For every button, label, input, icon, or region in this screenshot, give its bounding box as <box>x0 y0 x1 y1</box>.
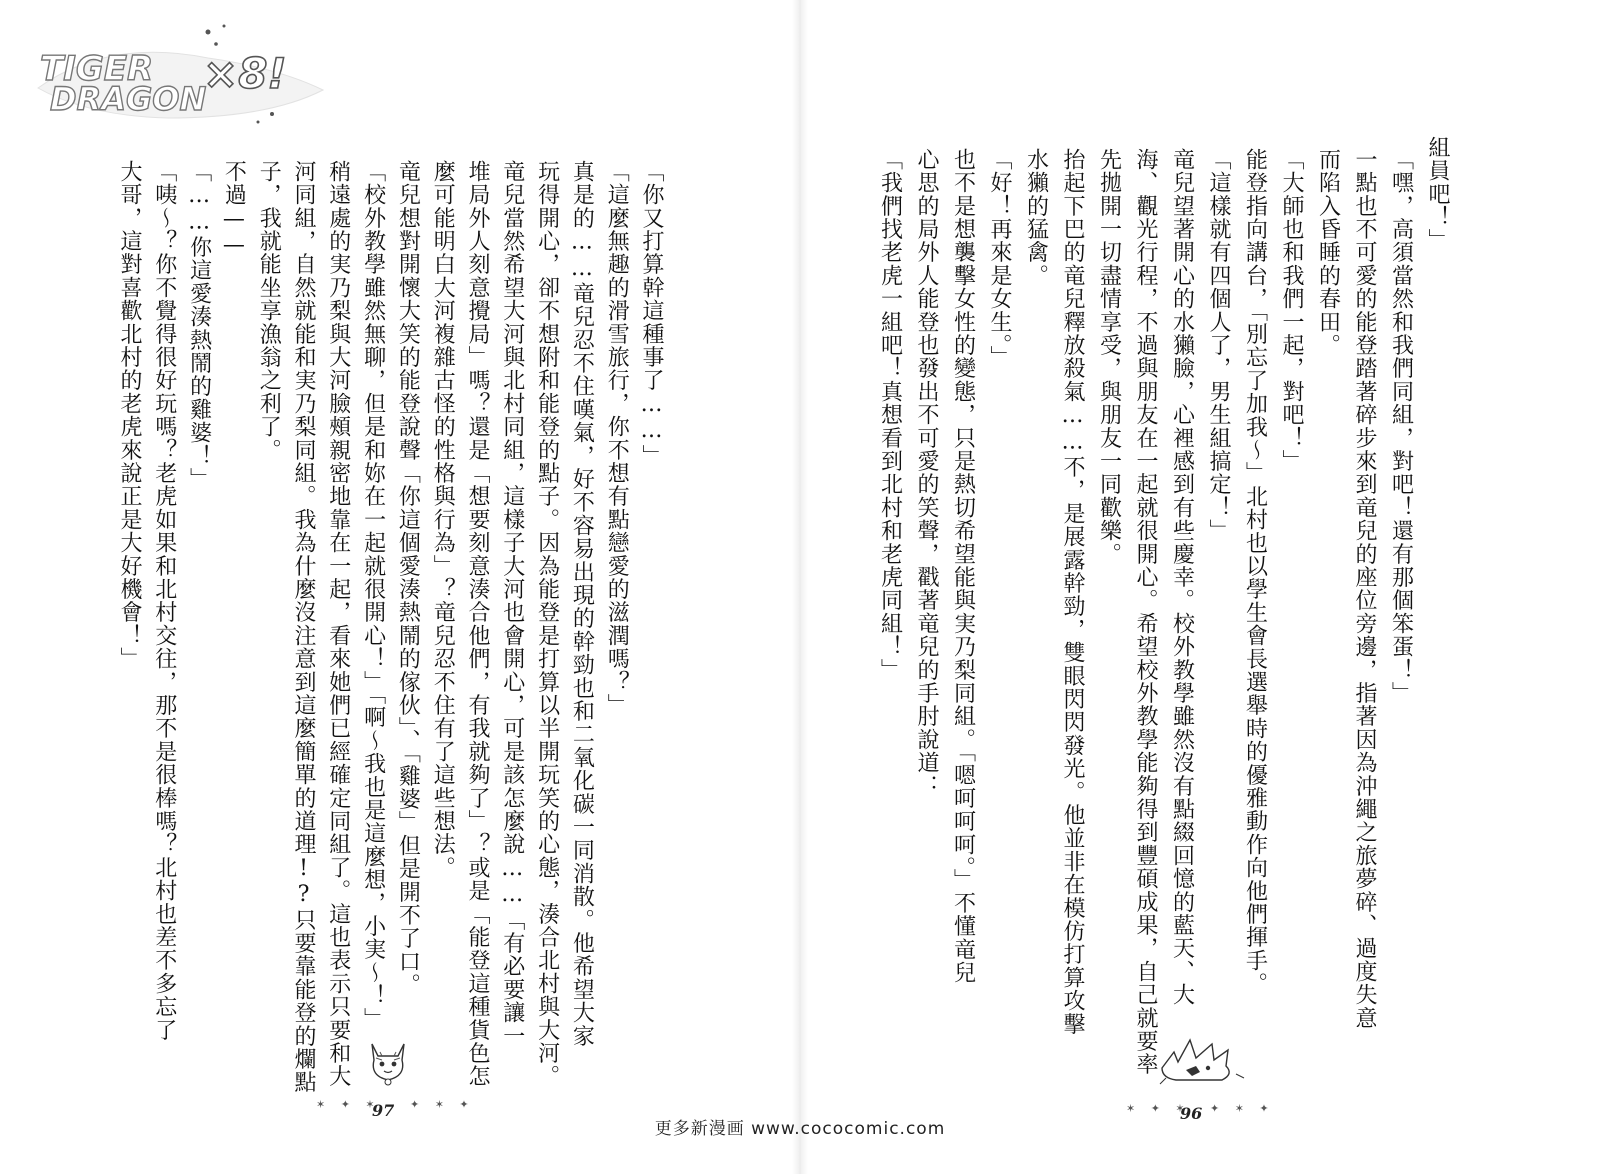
right-page-number: 96 <box>1180 1104 1203 1123</box>
right-text-column: 組員吧！」 <box>1425 136 1450 252</box>
footer-text: 更多新漫画 www.cococomic.com <box>654 1119 946 1139</box>
right-stars-decoration: ✶ ✦ ✶ <box>1126 1102 1191 1115</box>
left-text-column: 「……你這愛湊熱鬧的雞婆！」 <box>186 160 212 491</box>
right-text-column: 「大師也和我們一起，對吧！」 <box>1279 148 1304 473</box>
right-text-column: 一點也不可愛的能登踏著碎步來到竜兒的座位旁邊，指著因為沖繩之旅夢碎、過度失意 <box>1352 148 1377 1030</box>
logo-line1: TIGER <box>40 49 154 89</box>
right-text-column: 竜兒望著開心的水獺臉，心裡感到有些慶幸。校外教學雖然沒有點綴回憶的藍天、大 <box>1169 148 1195 1007</box>
left-text-column: 「校外教學雖然無聊，但是和妳在一起就很開心！」「啊～我也是這麼想，小実～！」 <box>360 160 386 1031</box>
right-text-column: 心思的局外人能登也發出不可愛的笑聲，戳著竜兒的手肘說道： <box>914 148 939 798</box>
left-text-column: 堆局外人刻意攪局」嗎？還是「想要刻意湊合他們，有我就夠了」？或是「能登這種貨色怎 <box>465 160 490 1088</box>
left-text-column: 真是的……竜兒忍不住嘆氣，好不容易出現的幹勁也和二氧化碳一同消散。他希望大家 <box>569 160 595 1048</box>
book-gutter <box>792 0 808 1174</box>
right-text-column: 而陷入昏睡的春田。 <box>1315 148 1341 357</box>
right-page <box>808 0 1600 1174</box>
site-footer <box>0 1114 1600 1139</box>
logo-graphic <box>28 18 328 128</box>
left-text-column: 竜兒當然希望大河與北村同組，這樣子大河也會開心，可是該怎麼說……「有必要讓一 <box>499 160 525 1048</box>
logo-mark: ×8! <box>203 49 287 98</box>
right-text-column: 海、觀光行程，不過與朋友在一起就很開心。希望校外教學能夠得到豐碩成果，自己就要率 <box>1133 148 1158 1076</box>
left-text-column: 「這麼無趣的滑雪旅行，你不想有點戀愛的滋潤嗎？」 <box>604 160 630 717</box>
tiger-dragon-logo <box>28 18 328 128</box>
left-text-column: 「你又打算幹這種事了……」 <box>639 160 664 468</box>
right-text-column: 能登指向講台，「別忘了加我～」北村也以學生會長選舉時的優雅動作向他們揮手。 <box>1242 148 1268 996</box>
left-text-column: 竜兒想對開懷大笑的能登說聲「你這個愛湊熱鬧的傢伙」、「雞婆」但是開不了口。 <box>395 160 421 997</box>
right-text-column: 「好！再來是女生。」 <box>987 148 1012 369</box>
left-text-column: 稍遠處的実乃梨與大河臉頰親密地靠在一起，看來她們已經確定同組了。這也表示只要和大 <box>325 160 351 1088</box>
right-text-column: 抬起下巴的竜兒釋放殺氣……不，是展露幹勁，雙眼閃閃發光。他並非在模仿打算攻擊 <box>1060 148 1085 1036</box>
left-text-column: 麼可能明白大河複雜古怪的性格與行為」？竜兒忍不住有了這些想法。 <box>430 160 456 880</box>
left-text-column: 河同組，自然就能和実乃梨同組。我為什麼沒注意到這麼簡單的道理!?只要靠能登的爛點 <box>291 160 316 1094</box>
right-stars-decoration-2: ✦ ✶ ✦ <box>1210 1102 1275 1115</box>
left-text-column: 玩得開心，卻不想附和能登的點子。因為能登是打算以半開玩笑的心態，湊合北村與大河。 <box>534 160 560 1088</box>
left-text-column: 子，我就能坐享漁翁之利了。 <box>256 160 282 462</box>
left-page-number: 97 <box>372 1101 395 1120</box>
right-text-column: 「嘿，高須當然和我們同組，對吧！還有那個笨蛋！」 <box>1388 148 1414 705</box>
left-stars-decoration: ✶ ✦ ✶ <box>316 1098 381 1111</box>
cat-mascot-icon <box>366 1036 410 1086</box>
left-text-column: 大哥，這對喜歡北村的老虎來說正是大好機會！」 <box>117 160 142 671</box>
right-text-column: 先拋開一切盡情享受，與朋友一同歡樂。 <box>1096 148 1122 566</box>
right-text-column: 「這樣就有四個人了，男生組搞定！」 <box>1206 148 1231 543</box>
left-text-column: 「咦～？你不覺得很好玩嗎？老虎如果和北村交往，那不是很棒嗎？北村也差不多忘了 <box>151 160 177 1042</box>
logo-line2: DRAGON <box>50 80 207 118</box>
left-text-column: 不過—— <box>221 160 247 259</box>
left-page <box>0 0 792 1174</box>
dragon-mascot-icon <box>1156 1034 1246 1086</box>
right-text-column: 也不是想襲擊女性的變態，只是熱切希望能與実乃梨同組。「嗯呵呵呵。」不懂竜兒 <box>950 148 976 985</box>
left-stars-decoration-2: ✦ ✶ ✦ <box>410 1098 475 1111</box>
right-text-column: 「我們找老虎一組吧！真想看到北村和老虎同組！」 <box>877 148 903 682</box>
right-text-column: 水獺的猛禽。 <box>1023 148 1049 288</box>
